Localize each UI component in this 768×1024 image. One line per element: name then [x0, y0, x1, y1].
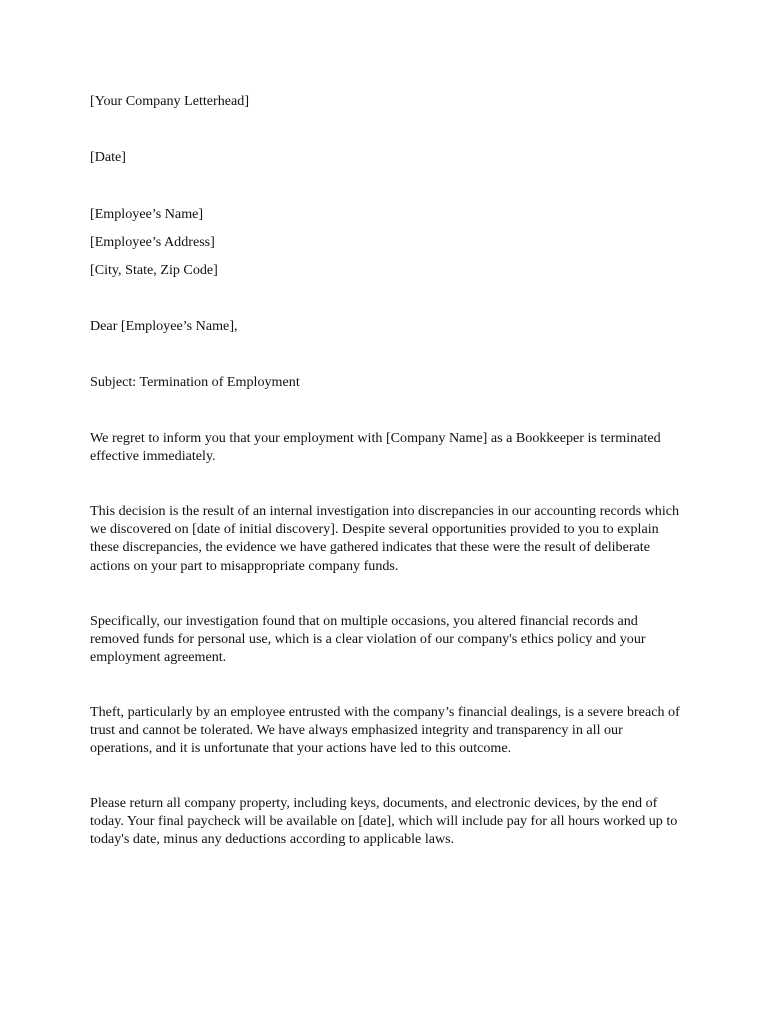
body-paragraph: Specifically, our investigation found that on multiple occasions, you altered financial records and removed funds for personal use, which is a clear violation of our company's ethics policy and your employment agreement. — [90, 613, 646, 666]
recipient-city-state-zip: [City, State, Zip Code] — [90, 262, 218, 278]
recipient-address: [Employee’s Address] — [90, 234, 215, 250]
body-paragraph: Please return all company property, including keys, documents, and electronic devices, by the end of today. Your final paycheck will be available on [date], which will include pay for all hours worked up to today's date, minus any deductions according to applicable laws. — [90, 795, 678, 848]
letterhead: [Your Company Letterhead] — [90, 93, 250, 109]
body-paragraph: This decision is the result of an internal investigation into discrepancies in our accounting records which we discovered on [date of initial discovery]. Despite several opportunities provided to you to explain these discrepancies, the evidence we have gathered indicates that these were the result of deliberate actions on your part to misappropriate company funds. — [90, 503, 680, 574]
subject-line: Subject: Termination of Employment — [90, 374, 300, 390]
letter-date: [Date] — [90, 149, 126, 165]
body-paragraph: Theft, particularly by an employee entrusted with the company’s financial dealings, is a severe breach of trust and cannot be tolerated. We have always emphasized integrity and transparency in all our operations, and it is unfortunate that your actions have led to this outcome. — [90, 704, 680, 757]
recipient-name: [Employee’s Name] — [90, 206, 204, 222]
body-paragraph: We regret to inform you that your employment with [Company Name] as a Bookkeeper is terminated effective immediately. — [90, 430, 661, 465]
salutation: Dear [Employee’s Name], — [90, 318, 238, 334]
